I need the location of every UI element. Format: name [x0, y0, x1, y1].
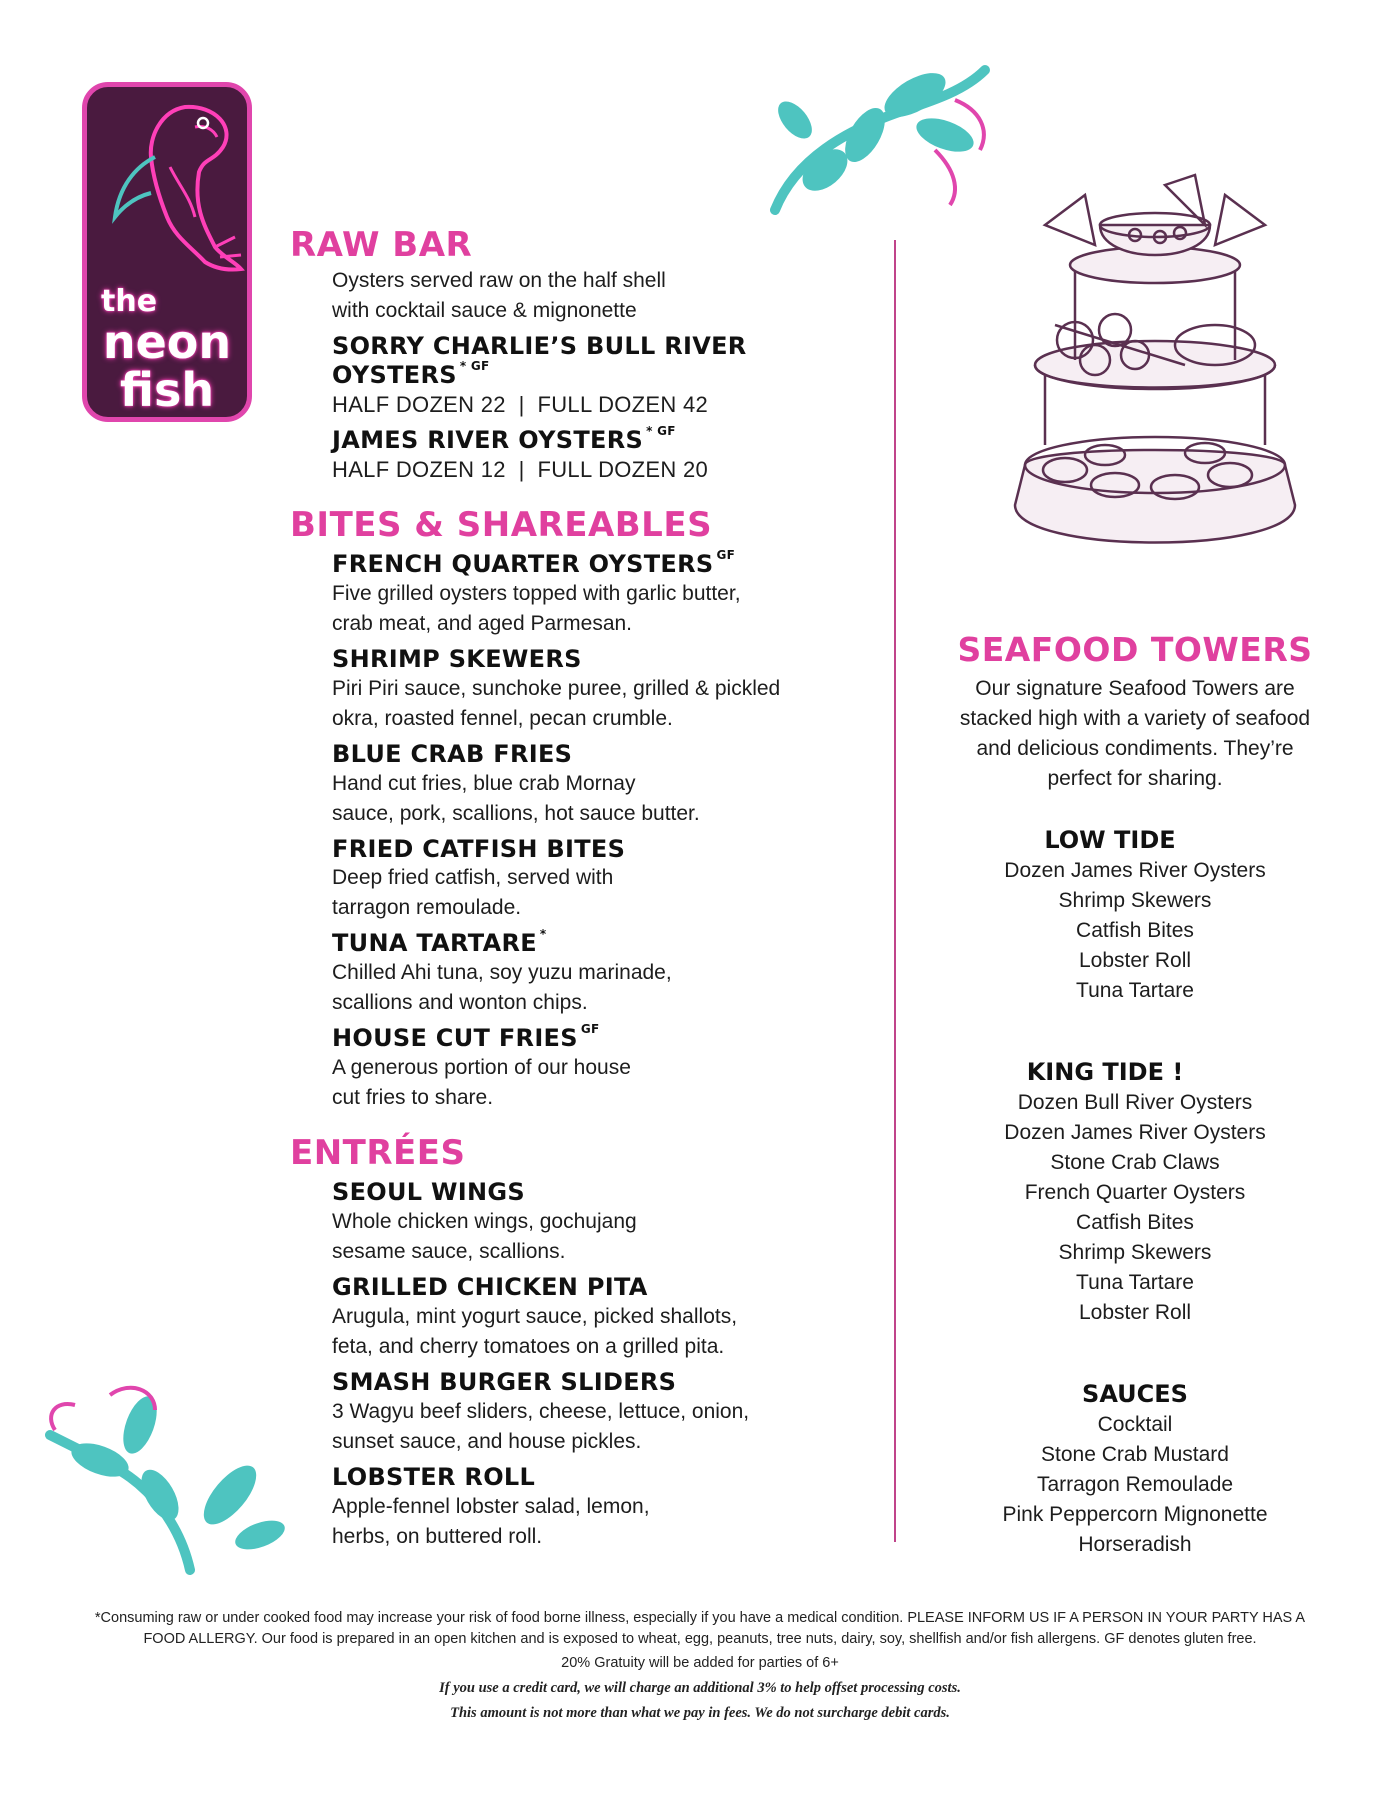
raw-bar-section [290, 227, 880, 485]
item-marks: GF [580, 1022, 600, 1037]
tier-item: Catfish Bites [1076, 1210, 1194, 1234]
item-description: sesame sauce, scallions. [332, 1240, 566, 1264]
intro-line: stacked high with a variety of seafood [959, 706, 1311, 730]
intro-line: perfect for sharing. [1047, 766, 1223, 790]
tier-item: Tuna Tartare [1076, 978, 1194, 1002]
item-description: cut fries to share. [332, 1085, 494, 1109]
raw-bar-intro-line: with cocktail sauce & mignonette [332, 299, 637, 323]
item-marks: * GF [459, 359, 490, 374]
seaweed-decoration-icon [755, 40, 995, 220]
item-description: A generous portion of our house [332, 1055, 631, 1079]
intro-line: Our signature Seafood Towers are [975, 676, 1295, 700]
logo-word-fish: fish [119, 363, 215, 417]
section-title-seafood-towers: SEAFOOD TOWERS [957, 630, 1313, 669]
logo-word-neon: neon [102, 315, 232, 369]
seafood-tower-illustration [985, 165, 1325, 585]
raw-bar-intro-line: Oysters served raw on the half shell [332, 269, 666, 293]
allergy-notice: *Consuming raw or under cooked food may increase your risk of food borne illness, especially if you have a medical condition. PLEASE INFORM US IF A PERSON IN YOUR PARTY HAS A [94, 1610, 1306, 1626]
item-name: TUNA TARTARE [332, 929, 537, 958]
menu-item [332, 1368, 880, 1457]
item-description: 3 Wagyu beef sliders, cheese, lettuce, onion, [332, 1399, 750, 1423]
gratuity-notice: 20% Gratuity will be added for parties of 6+ [561, 1655, 839, 1671]
bites-section [290, 504, 880, 1113]
raw-bar-intro [332, 266, 880, 326]
item-description: Whole chicken wings, gochujang [332, 1210, 637, 1234]
item-description: sunset sauce, and house pickles. [332, 1429, 642, 1453]
logo-word-the: the [101, 284, 158, 319]
tier-item: Pink Peppercorn Mignonette [1002, 1502, 1268, 1526]
menu-item [332, 929, 880, 1018]
tier-title-sauces: SAUCES [1082, 1379, 1188, 1408]
tier-item: Dozen James River Oysters [1004, 1120, 1266, 1144]
item-description: Five grilled oysters topped with garlic butter, [332, 581, 741, 605]
item-description: Deep fried catfish, served with [332, 866, 614, 890]
item-description: herbs, on buttered roll. [332, 1524, 543, 1548]
tier-item: Dozen Bull River Oysters [1017, 1090, 1253, 1114]
entrees-section [290, 1132, 880, 1552]
credit-card-notice: This amount is not more than what we pay in fees. We do not surcharge debit cards. [450, 1705, 950, 1721]
section-title-raw-bar: RAW BAR [290, 225, 473, 265]
low-tide-tier [940, 824, 1330, 1006]
tier-item: Stone Crab Mustard [1041, 1442, 1229, 1466]
left-menu-column [290, 227, 880, 1568]
item-description: tarragon remoulade. [332, 896, 522, 920]
item-description: Piri Piri sauce, sunchoke puree, grilled & pickled [332, 676, 781, 700]
item-description: Arugula, mint yogurt sauce, picked shallots, [332, 1304, 738, 1328]
item-name: FRENCH QUARTER OYSTERS [332, 550, 714, 579]
item-marks: GF [716, 548, 736, 563]
menu-item [332, 1463, 880, 1552]
item-description: sauce, pork, scallions, hot sauce butter. [332, 801, 700, 825]
item-price: HALF DOZEN 22 | FULL DOZEN 42 [332, 391, 709, 417]
tier-item: French Quarter Oysters [1024, 1180, 1246, 1204]
menu-item [332, 645, 880, 734]
tier-item: Stone Crab Claws [1050, 1150, 1220, 1174]
item-name: JAMES RIVER OYSTERS [332, 425, 644, 454]
menu-item [332, 1273, 880, 1362]
menu-item [332, 740, 880, 829]
section-title-bites: BITES & SHAREABLES [290, 504, 713, 545]
item-name: SORRY CHARLIE’S BULL RIVER OYSTERS [332, 332, 747, 390]
item-name: HOUSE CUT FRIES [332, 1024, 578, 1053]
tier-title-low-tide: LOW TIDE [1044, 825, 1176, 854]
intro-line: and delicious condiments. They’re [976, 736, 1294, 760]
item-name: SHRIMP SKEWERS [332, 644, 582, 673]
section-title-entrees: ENTRÉES [290, 1132, 466, 1173]
column-divider [894, 240, 896, 1542]
tier-title-king-tide: KING TIDE ! [1026, 1057, 1184, 1086]
tier-item: Lobster Roll [1078, 1300, 1192, 1324]
restaurant-logo [82, 82, 252, 422]
seaweed-decoration-icon [40, 1375, 300, 1575]
tier-item: Cocktail [1097, 1412, 1173, 1436]
item-name: SEOUL WINGS [332, 1178, 525, 1207]
item-description: Apple-fennel lobster salad, lemon, [332, 1494, 650, 1518]
item-description: Chilled Ahi tuna, soy yuzu marinade, [332, 961, 672, 985]
tier-item: Lobster Roll [1078, 948, 1192, 972]
seafood-towers-column [940, 630, 1330, 1560]
item-marks: * [539, 927, 547, 942]
item-name: BLUE CRAB FRIES [332, 739, 573, 768]
king-tide-tier [940, 1056, 1330, 1328]
item-price: HALF DOZEN 12 | FULL DOZEN 20 [332, 456, 709, 482]
item-marks: * GF [646, 423, 676, 438]
tier-item: Dozen James River Oysters [1004, 858, 1266, 882]
tier-item: Tarragon Remoulade [1036, 1472, 1234, 1496]
item-name: GRILLED CHICKEN PITA [332, 1273, 648, 1302]
item-name: SMASH BURGER SLIDERS [332, 1367, 677, 1396]
menu-item [332, 1024, 880, 1113]
allergy-notice: FOOD ALLERGY. Our food is prepared in an open kitchen and is exposed to wheat, egg, peanuts, tree nuts, dairy, soy, shellfish and/or fish allergens. GF denotes gluten free. [143, 1631, 1257, 1647]
menu-item [332, 423, 880, 485]
tier-item: Shrimp Skewers [1058, 888, 1212, 912]
item-description: scallions and wonton chips. [332, 991, 588, 1015]
item-description: okra, roasted fennel, pecan crumble. [332, 706, 673, 730]
item-description: crab meat, and aged Parmesan. [332, 611, 633, 635]
tier-item: Tuna Tartare [1076, 1270, 1194, 1294]
menu-item [332, 1178, 880, 1267]
item-description: feta, and cherry tomatoes on a grilled pita. [332, 1334, 725, 1358]
tier-item: Catfish Bites [1076, 918, 1194, 942]
menu-footer [80, 1608, 1320, 1724]
item-name: LOBSTER ROLL [332, 1462, 536, 1491]
item-description: Hand cut fries, blue crab Mornay [332, 771, 636, 795]
tier-item: Horseradish [1078, 1532, 1192, 1556]
sauces-tier [940, 1378, 1330, 1560]
menu-item [332, 835, 880, 924]
menu-item [332, 332, 880, 420]
seafood-towers-intro [940, 674, 1330, 794]
neon-fish-icon [95, 97, 245, 297]
item-name: FRIED CATFISH BITES [332, 834, 626, 863]
tier-item: Shrimp Skewers [1058, 1240, 1212, 1264]
menu-item [332, 550, 880, 639]
credit-card-notice: If you use a credit card, we will charge an additional 3% to help offset processing costs. [439, 1680, 961, 1696]
